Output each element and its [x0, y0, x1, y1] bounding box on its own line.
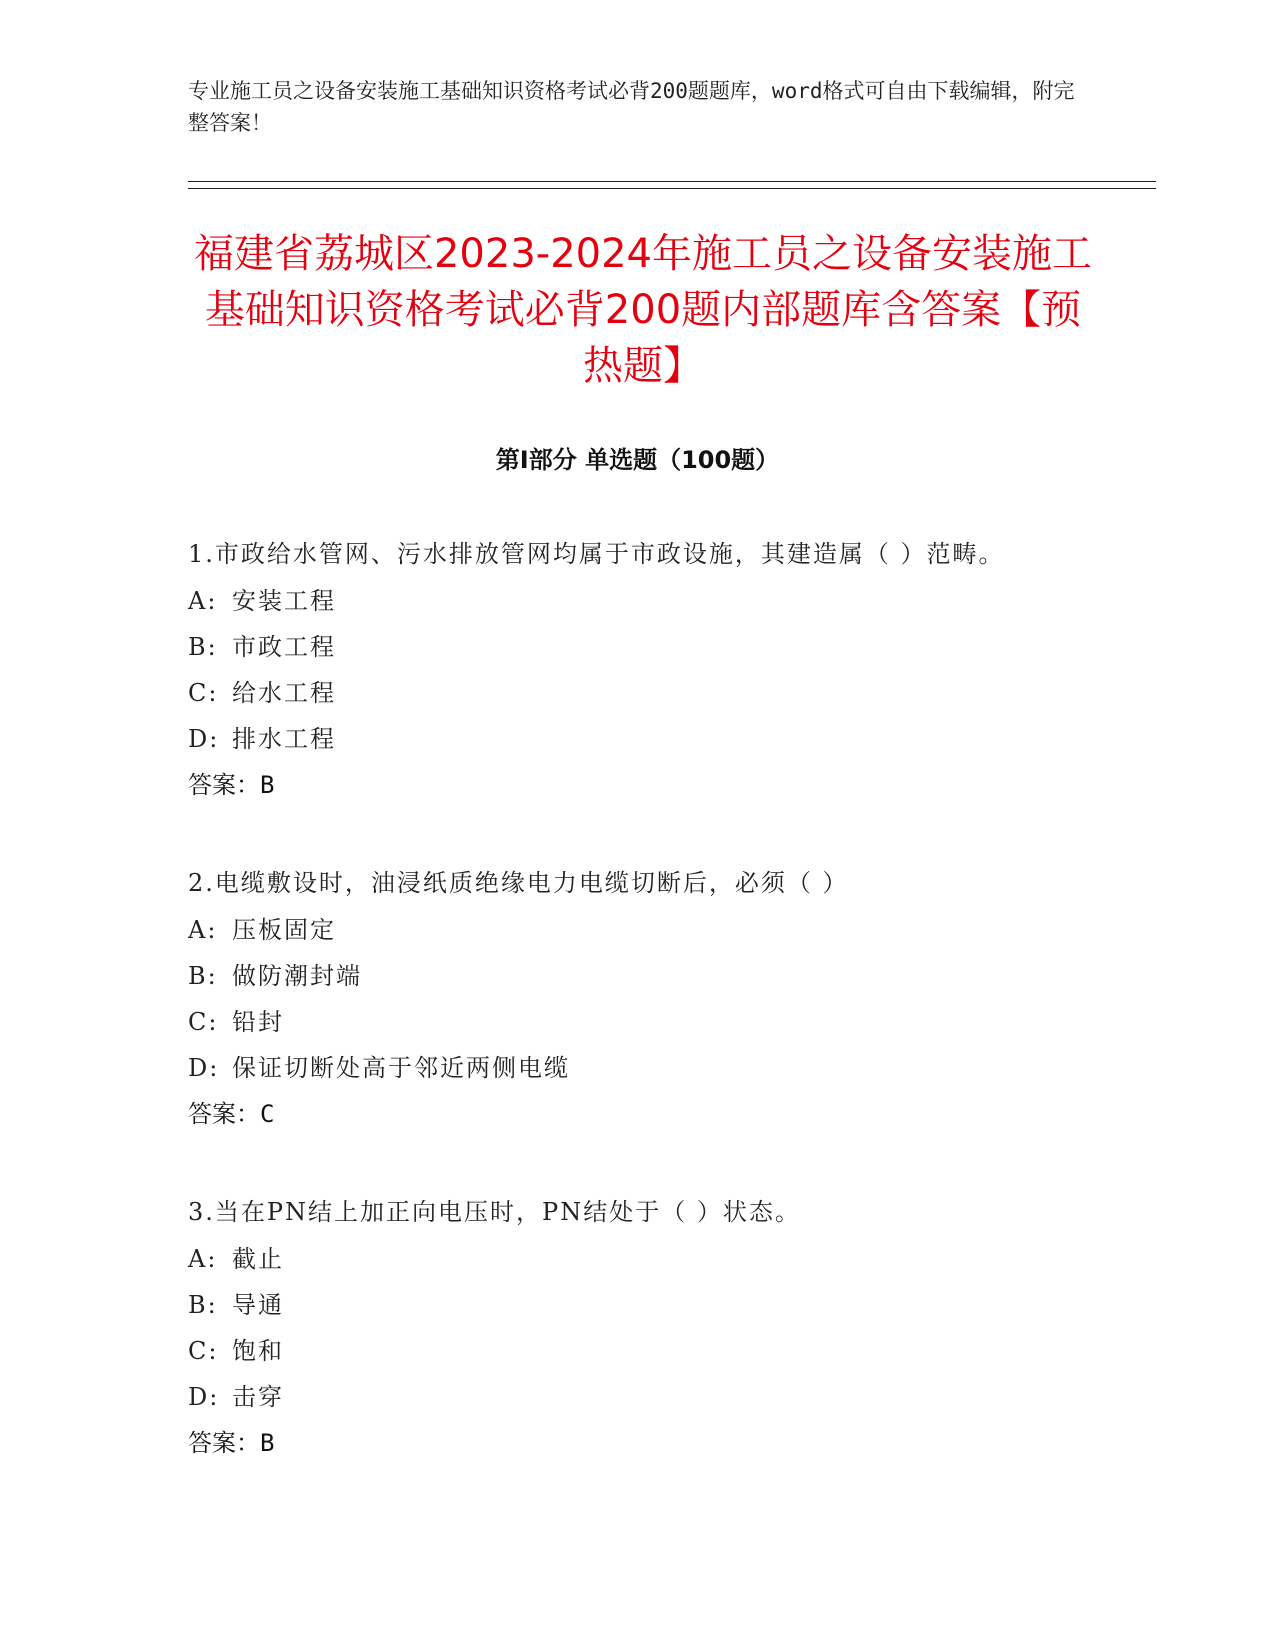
- option-text: 击穿: [232, 1383, 284, 1411]
- option-text: 市政工程: [232, 633, 336, 661]
- question-stem: 3.当在PN结上加正向电压时，PN结处于（ ）状态。: [188, 1198, 801, 1226]
- option-a: [188, 578, 1088, 624]
- option-d: [188, 716, 1088, 762]
- option-text: 饱和: [232, 1337, 284, 1365]
- option-text: 保证切断处高于邻近两侧电缆: [232, 1054, 570, 1082]
- option-letter: B:: [188, 962, 218, 990]
- answer-value: B: [260, 1429, 275, 1457]
- option-letter: A:: [188, 587, 218, 615]
- option-letter: C:: [188, 679, 219, 707]
- option-letter: A:: [188, 1245, 218, 1273]
- header-divider-top: [188, 181, 1156, 182]
- answer-line: [188, 762, 1088, 808]
- answer-line: [188, 1091, 1088, 1137]
- header-note: 专业施工员之设备安装施工基础知识资格考试必背200题题库，word格式可自由下载编辑，附完整答案！: [188, 79, 1075, 135]
- question-stem: 2.电缆敷设时，油浸纸质绝缘电力电缆切断后，必须（ ）: [188, 869, 849, 897]
- option-text: 排水工程: [232, 725, 336, 753]
- option-letter: C:: [188, 1337, 219, 1365]
- answer-label: 答案：: [188, 1429, 260, 1457]
- answer-value: C: [260, 1100, 275, 1128]
- option-letter: B:: [188, 1291, 218, 1319]
- option-b: [188, 1282, 1088, 1328]
- header-divider-bottom: [188, 188, 1156, 189]
- option-letter: B:: [188, 633, 218, 661]
- option-c: [188, 999, 1088, 1045]
- option-a: [188, 1236, 1088, 1282]
- question-item: [188, 859, 1088, 1137]
- question-list: [188, 530, 1088, 1517]
- option-text: 压板固定: [232, 916, 336, 944]
- document-title: 福建省荔城区2023-2024年施工员之设备安装施工基础知识资格考试必背200题内部题库含答案【预热题】: [193, 231, 1093, 389]
- answer-line: [188, 1420, 1088, 1466]
- option-b: [188, 953, 1088, 999]
- option-text: 做防潮封端: [232, 962, 362, 990]
- answer-label: 答案：: [188, 771, 260, 799]
- option-text: 截止: [232, 1245, 284, 1273]
- option-letter: C:: [188, 1008, 219, 1036]
- section-title: 第Ⅰ部分 单选题（100题）: [495, 446, 780, 474]
- option-text: 安装工程: [232, 587, 336, 615]
- option-letter: D:: [188, 725, 220, 753]
- option-b: [188, 624, 1088, 670]
- question-item: [188, 530, 1088, 808]
- answer-value: B: [260, 771, 275, 799]
- option-c: [188, 1328, 1088, 1374]
- option-letter: D:: [188, 1383, 220, 1411]
- option-text: 导通: [232, 1291, 284, 1319]
- option-letter: A:: [188, 916, 218, 944]
- option-text: 给水工程: [232, 679, 336, 707]
- question-stem: 1.市政给水管网、污水排放管网均属于市政设施，其建造属（ ）范畴。: [188, 540, 1005, 568]
- option-d: [188, 1374, 1088, 1420]
- option-a: [188, 907, 1088, 953]
- option-d: [188, 1045, 1088, 1091]
- option-c: [188, 670, 1088, 716]
- question-item: [188, 1188, 1088, 1466]
- answer-label: 答案：: [188, 1100, 260, 1128]
- option-text: 铅封: [232, 1008, 284, 1036]
- option-letter: D:: [188, 1054, 220, 1082]
